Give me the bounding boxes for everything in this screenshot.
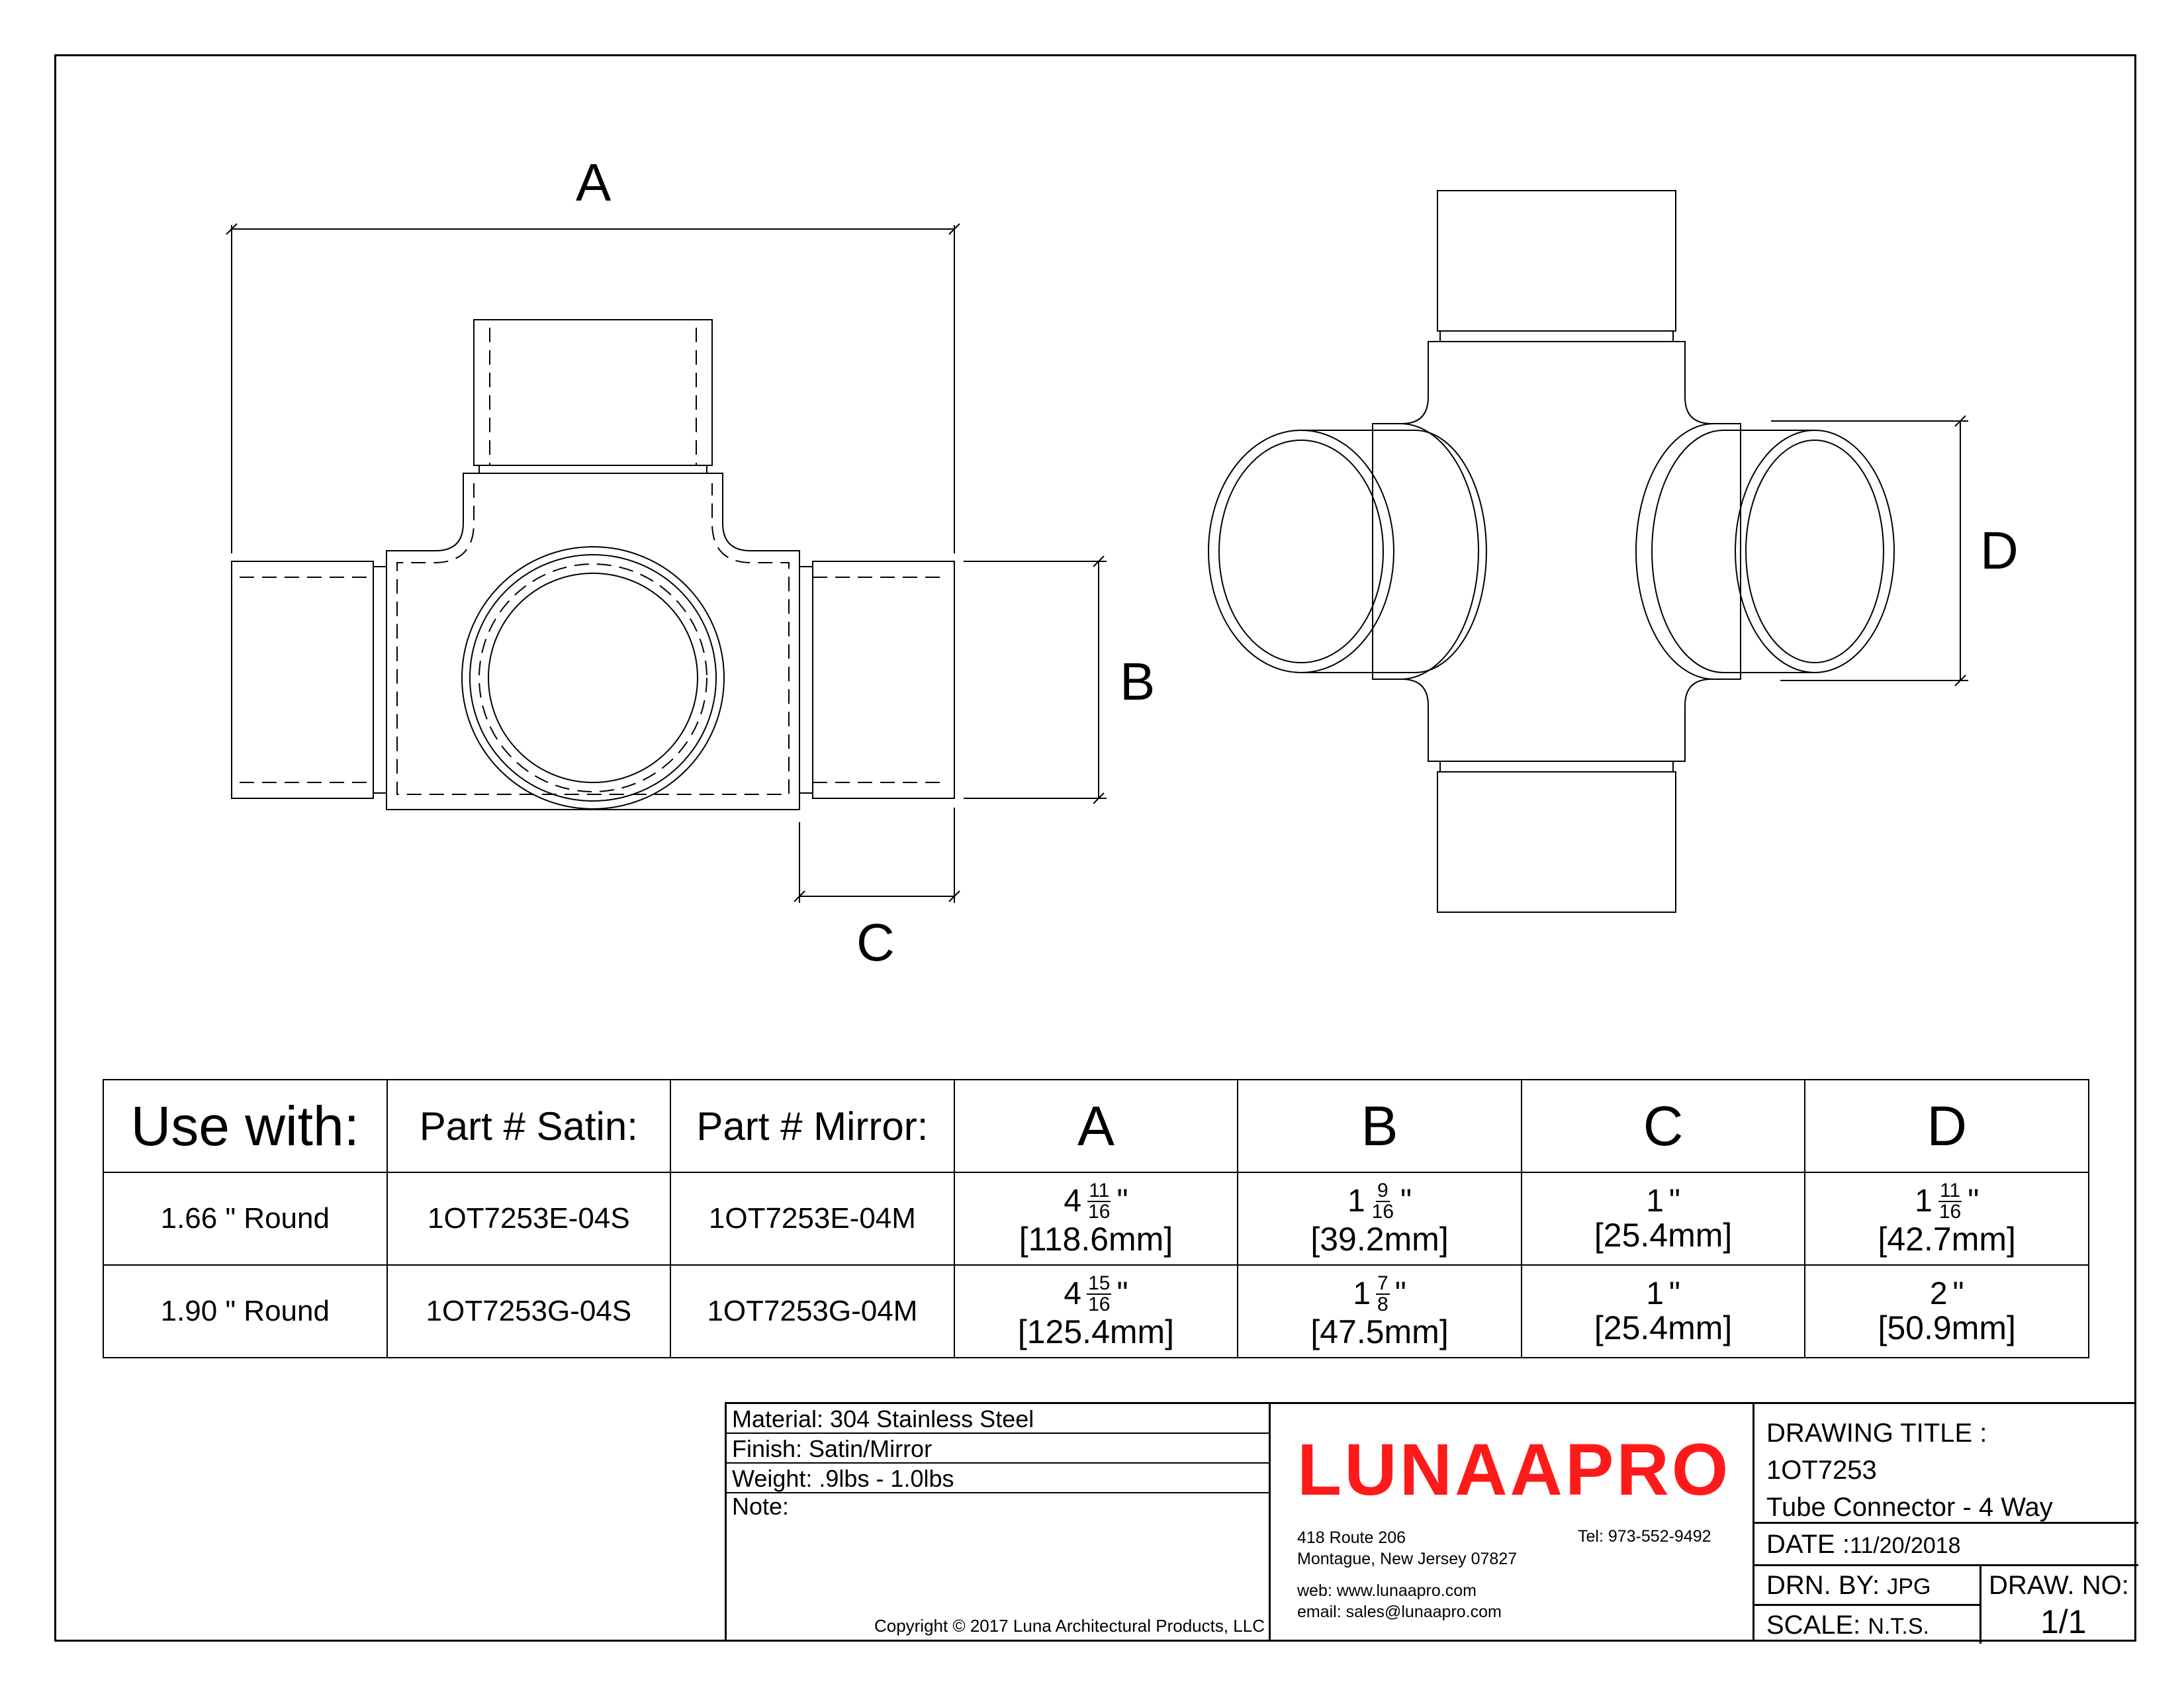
dim-whole: 4 [1064,1276,1082,1311]
scale-value: N.T.S. [1868,1614,1929,1639]
drawn-by-value: JPG [1887,1574,1931,1599]
header-b: B [1238,1080,1522,1172]
cell-dim-d [1805,1172,2089,1265]
website: web: www.lunaapro.com [1297,1581,1477,1600]
cell-dim-c [1522,1172,1805,1265]
cell-dim-c [1522,1265,1805,1358]
dim-numerator: 7 [1377,1272,1388,1294]
contact [1297,1580,1502,1622]
dim-unit: " [1394,1276,1406,1311]
title-block-drawing-info [1752,1402,2136,1642]
table-row [103,1172,2089,1265]
dim-fraction [1087,1181,1111,1222]
dim-unit: " [1668,1276,1680,1311]
date-label: DATE : [1766,1530,1850,1559]
side-view [1208,191,1968,912]
header-d: D [1805,1080,2089,1172]
dim-whole: 1 [1353,1276,1371,1311]
dim-fraction [1376,1274,1390,1315]
cell-use-with: 1.90 " Round [103,1265,387,1358]
dim-unit: " [1116,1183,1128,1219]
cell-dim-a [954,1265,1238,1358]
dimension-label-a: A [576,153,612,212]
dim-fraction [1087,1274,1111,1315]
drawn-by-label: DRN. BY: [1766,1571,1880,1600]
header-a: A [954,1080,1238,1172]
dim-numerator: 11 [1089,1179,1110,1201]
dim-unit: " [1116,1276,1128,1311]
dim-mm: [25.4mm] [1594,1309,1733,1346]
dim-denominator: 16 [1371,1200,1394,1223]
header-c: C [1522,1080,1805,1172]
cell-part-satin: 1OT7253G-04S [387,1265,671,1358]
dimension-label-c: C [856,913,895,972]
cell-part-mirror: 1OT7253E-04M [670,1172,954,1265]
drawing-title-label: DRAWING TITLE : [1766,1419,1987,1448]
dimension-table [103,1079,2089,1358]
dim-whole: 2 [1929,1276,1948,1311]
date-value: 11/20/2018 [1849,1533,1961,1558]
title-block-company [1269,1402,1752,1642]
dim-denominator: 16 [1088,1200,1111,1223]
dimension-label-b: B [1120,652,1156,711]
dim-numerator: 9 [1377,1179,1388,1201]
dim-mm: [50.9mm] [1878,1309,2016,1346]
scale-label: SCALE: [1766,1611,1861,1640]
date-field [1766,1530,1961,1560]
table-row [103,1265,2089,1358]
scale-field [1766,1611,1929,1640]
finish-line: Finish: Satin/Mirror [727,1434,1271,1464]
cell-dim-d [1805,1265,2089,1358]
dim-mm: [47.5mm] [1310,1313,1449,1350]
table-header-row [103,1080,2089,1172]
draw-no-value: 1/1 [2040,1603,2087,1640]
dim-mm: [125.4mm] [1017,1313,1175,1350]
drawing-name: Tube Connector - 4 Way [1766,1493,2053,1522]
dim-fraction [1371,1181,1395,1222]
address [1297,1527,1517,1570]
note-label: Note: [732,1493,790,1520]
drawn-by-field [1766,1571,1931,1601]
dim-whole: 1 [1646,1276,1664,1311]
dim-unit: " [1968,1183,1979,1219]
dim-whole: 1 [1646,1183,1664,1219]
company-logo: LUNAAPRO [1297,1429,1731,1511]
dim-numerator: 15 [1088,1272,1111,1294]
material-line: Material: 304 Stainless Steel [727,1404,1271,1434]
cell-part-mirror: 1OT7253G-04M [670,1265,954,1358]
dimension-label-d: D [1980,521,2019,580]
dim-whole: 1 [1347,1183,1365,1219]
dim-mm: [39.2mm] [1310,1220,1449,1258]
draw-no-label: DRAW. NO: [1989,1571,2129,1600]
email: email: sales@lunaapro.com [1297,1603,1502,1621]
dim-numerator: 11 [1939,1179,1961,1201]
cell-dim-a [954,1172,1238,1265]
header-part-satin: Part # Satin: [387,1080,671,1172]
dim-unit: " [1952,1276,1964,1311]
header-use-with: Use with: [103,1080,387,1172]
address-line-2: Montague, New Jersey 07827 [1297,1550,1518,1568]
dim-fraction [1938,1181,1962,1222]
dim-unit: " [1668,1183,1680,1219]
cell-dim-b [1238,1172,1522,1265]
address-line-1: 418 Route 206 [1297,1528,1406,1547]
dim-whole: 4 [1064,1183,1082,1219]
cell-part-satin: 1OT7253E-04S [387,1172,671,1265]
weight-line: Weight: .9lbs - 1.0lbs [727,1464,1271,1493]
header-part-mirror: Part # Mirror: [670,1080,954,1172]
dim-whole: 1 [1915,1183,1933,1219]
telephone: Tel: 973-552-9492 [1578,1527,1711,1546]
dim-unit: " [1400,1183,1412,1219]
dim-denominator: 8 [1377,1293,1388,1315]
drawing-title-group [1766,1415,2053,1526]
dim-denominator: 16 [1088,1293,1111,1315]
dim-denominator: 16 [1938,1200,1962,1223]
copyright: Copyright © 2017 Luna Architectural Products, LLC [874,1616,1265,1636]
dim-mm: [42.7mm] [1878,1220,2016,1258]
front-view [226,224,1107,903]
dim-mm: [25.4mm] [1594,1216,1733,1254]
cell-dim-b [1238,1265,1522,1358]
title-block-specs [725,1402,1269,1642]
cell-use-with: 1.66 " Round [103,1172,387,1265]
dim-mm: [118.6mm] [1019,1220,1173,1258]
drawing-number: 1OT7253 [1766,1456,1877,1485]
